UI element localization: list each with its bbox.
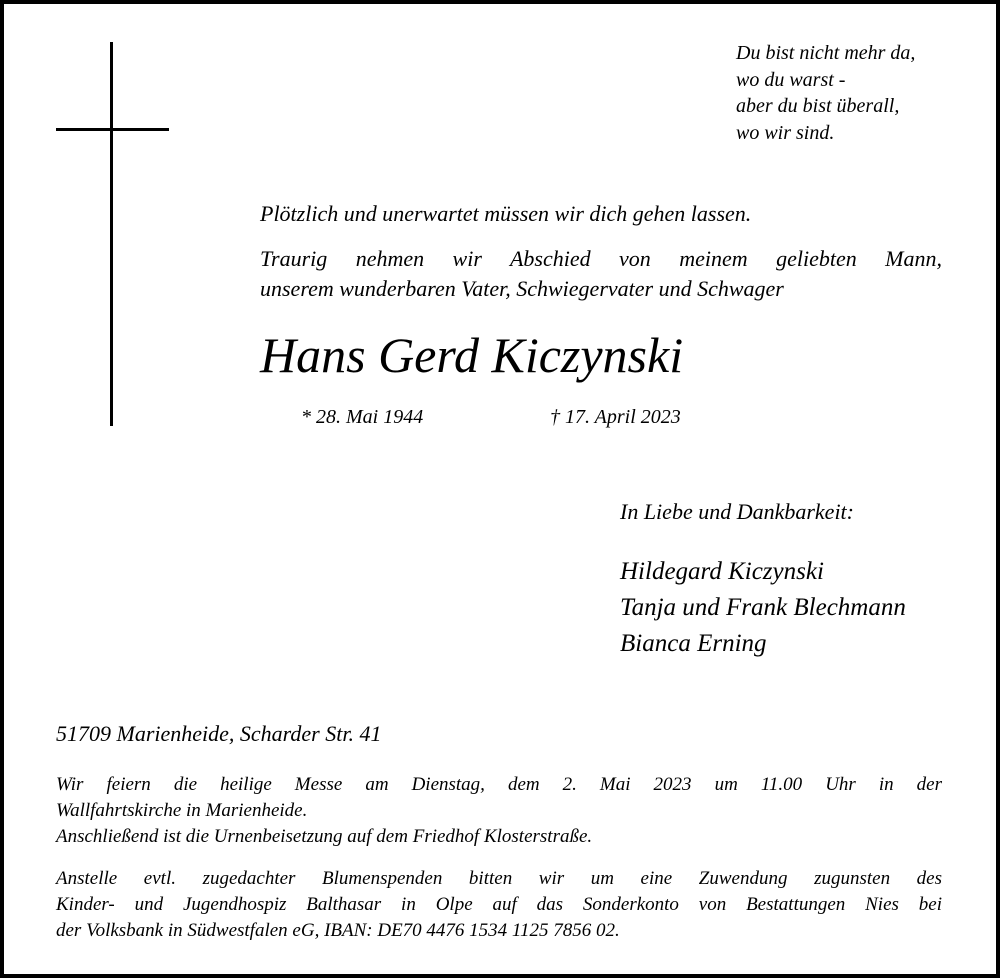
birth-date: * 28. Mai 1944 (301, 406, 424, 428)
service-line: Anschließend ist die Urnenbeisetzung auf dem Friedhof Klosterstraße. (56, 826, 593, 847)
cross-horizontal-bar (56, 128, 169, 131)
donation-line: Anstelle evtl. zugedachter Blumenspenden bitten wir um eine Zuwendung zugunsten des (56, 868, 942, 889)
death-date: † 17. April 2023 (550, 406, 681, 428)
service-info (56, 772, 942, 850)
mourner-name: Hildegard Kiczynski (620, 558, 824, 585)
donation-info (56, 866, 942, 944)
mourners-list (620, 554, 906, 662)
mourning-text (260, 244, 942, 304)
mourning-line: Traurig nehmen wir Abschied von meinem geliebten Mann, (260, 246, 942, 271)
poem-line: wo wir sind. (736, 121, 835, 144)
poem-line: Du bist nicht mehr da, (736, 42, 916, 64)
poem-line: wo du warst - (736, 68, 846, 91)
donation-line: der Volksbank in Südwestfalen eG, IBAN: DE70 4476 1534 1125 7856 02. (56, 920, 620, 941)
mourner-name: Bianca Erning (620, 630, 767, 657)
mourning-line: unserem wunderbaren Vater, Schwiegervater und Schwager (260, 276, 784, 301)
family-address: 51709 Marienheide, Scharder Str. 41 (56, 721, 382, 746)
cross-vertical-bar (110, 42, 113, 426)
service-line: Wir feiern die heilige Messe am Dienstag, dem 2. Mai 2023 um 11.00 Uhr in der (56, 774, 942, 795)
deceased-name: Hans Gerd Kiczynski (260, 327, 684, 383)
donation-line: Kinder- und Jugendhospiz Balthasar in Olpe auf das Sonderkonto von Bestattungen Nies bei (56, 894, 942, 915)
intro-text: Plötzlich und unerwartet müssen wir dich gehen lassen. (260, 201, 752, 226)
service-line: Wallfahrtskirche in Marienheide. (56, 800, 308, 821)
mourner-name: Tanja und Frank Blechmann (620, 594, 906, 621)
mourners-heading: In Liebe und Dankbarkeit: (620, 499, 854, 524)
poem-line: aber du bist überall, (736, 95, 900, 117)
poem (736, 40, 915, 146)
